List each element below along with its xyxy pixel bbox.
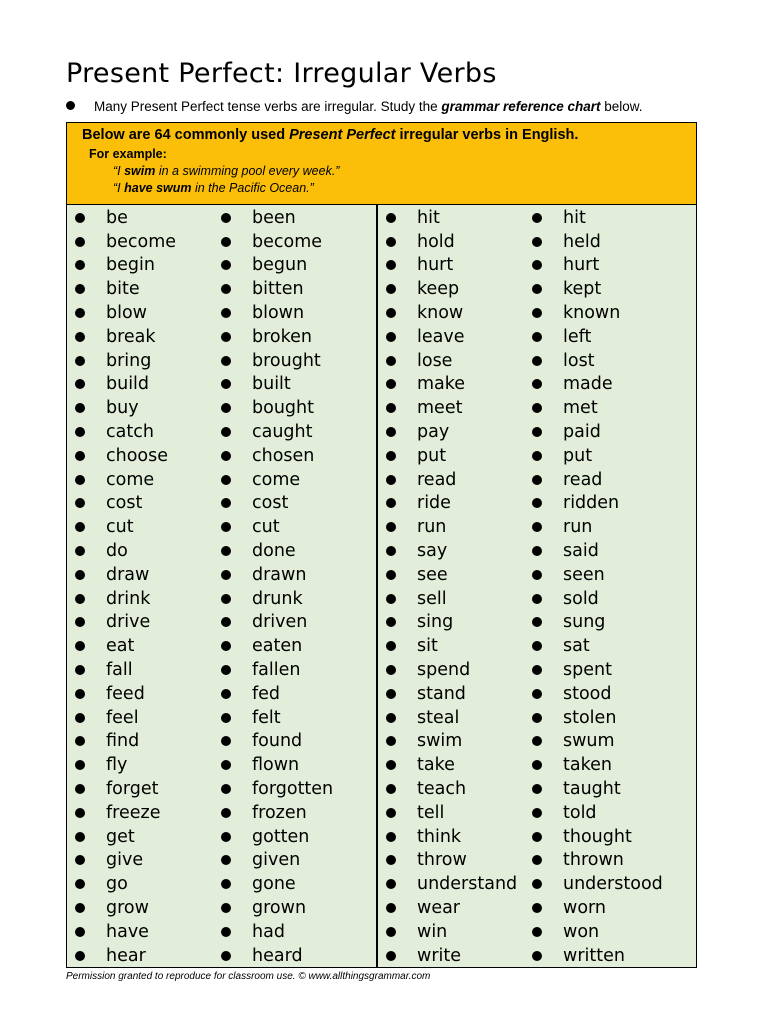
verb-list-item: read <box>386 468 517 492</box>
verb-list-item: found <box>221 730 333 754</box>
verb-list-item: pay <box>386 420 517 444</box>
verb-list-item: feed <box>75 682 176 706</box>
verb-list-item: sold <box>532 587 663 611</box>
for-example-label: For example: <box>89 147 167 161</box>
verb-list-item: drawn <box>221 563 333 587</box>
verb-list-item: catch <box>75 420 176 444</box>
verb-list-item: go <box>75 872 176 896</box>
column-divider <box>376 205 378 967</box>
verb-list-item: cut <box>75 515 176 539</box>
verb-chart <box>66 122 697 968</box>
verb-list-item: spent <box>532 658 663 682</box>
verb-list-item: get <box>75 825 176 849</box>
verb-list-item: blown <box>221 301 333 325</box>
verb-list-item: come <box>221 468 333 492</box>
verb-list-item: built <box>221 373 333 397</box>
verb-list-item: fed <box>221 682 333 706</box>
verb-list-item: cost <box>221 492 333 516</box>
verb-list-item: think <box>386 825 517 849</box>
intro-text-after: below. <box>600 99 643 114</box>
verb-list-item: put <box>532 444 663 468</box>
example-2-open: “I <box>113 181 125 195</box>
page-title: Present Perfect: Irregular Verbs <box>66 58 497 89</box>
verb-list-item: hurt <box>386 254 517 278</box>
verb-list-item: swim <box>386 730 517 754</box>
verb-list-item: hurt <box>532 254 663 278</box>
verb-list-item: bite <box>75 277 176 301</box>
verb-list-item: fall <box>75 658 176 682</box>
example-2-rest: in the Pacific Ocean.” <box>191 181 314 195</box>
verb-list-item: grown <box>221 896 333 920</box>
verb-list-item: feel <box>75 706 176 730</box>
verb-list-item: cost <box>75 492 176 516</box>
verb-list-item: heard <box>221 944 333 968</box>
verb-list-item: paid <box>532 420 663 444</box>
verb-list-item: seen <box>532 563 663 587</box>
verb-list-item: make <box>386 373 517 397</box>
verb-list-item: sit <box>386 634 517 658</box>
verb-list-item: gone <box>221 872 333 896</box>
verb-list-item: run <box>532 515 663 539</box>
verb-list-item: come <box>75 468 176 492</box>
example-sentence-2 <box>113 181 314 195</box>
verb-list-item: met <box>532 396 663 420</box>
verb-list-item: begun <box>221 254 333 278</box>
verb-list-item: lose <box>386 349 517 373</box>
verb-list-item: leave <box>386 325 517 349</box>
verb-list-item: frozen <box>221 801 333 825</box>
verb-list-item: read <box>532 468 663 492</box>
verb-list-item: made <box>532 373 663 397</box>
verb-list-item: sung <box>532 611 663 635</box>
verb-list-item: driven <box>221 611 333 635</box>
verb-list-item: stand <box>386 682 517 706</box>
verb-list-item: buy <box>75 396 176 420</box>
header-title-after: irregular verbs in English. <box>395 127 579 143</box>
verb-list-item: eaten <box>221 634 333 658</box>
base-verbs-right-column <box>386 206 517 968</box>
header-title-before: Below are 64 commonly used <box>82 127 290 143</box>
verb-list-item: be <box>75 206 176 230</box>
chart-header <box>67 123 696 205</box>
verb-list-item: thrown <box>532 849 663 873</box>
past-participles-right-column <box>532 206 663 968</box>
verb-list-item: drunk <box>221 587 333 611</box>
verb-list-item: steal <box>386 706 517 730</box>
verb-list-item: fallen <box>221 658 333 682</box>
verb-list-item: say <box>386 539 517 563</box>
verb-list-item: forgotten <box>221 777 333 801</box>
verb-list-item: ride <box>386 492 517 516</box>
verb-list-item: wear <box>386 896 517 920</box>
verb-list-item: kept <box>532 277 663 301</box>
verb-list-item: fly <box>75 753 176 777</box>
verb-list-item: do <box>75 539 176 563</box>
verb-list-item: done <box>221 539 333 563</box>
verb-list-item: cut <box>221 515 333 539</box>
verb-list-item: tell <box>386 801 517 825</box>
verb-list-item: break <box>75 325 176 349</box>
verb-list-item: worn <box>532 896 663 920</box>
verb-list-item: bought <box>221 396 333 420</box>
verb-list-item: swum <box>532 730 663 754</box>
verb-list-item: understood <box>532 872 663 896</box>
verb-list-item: bring <box>75 349 176 373</box>
verb-list-item: draw <box>75 563 176 587</box>
verb-list-item: freeze <box>75 801 176 825</box>
verb-list-item: begin <box>75 254 176 278</box>
verb-list-item: chosen <box>221 444 333 468</box>
example-1-open: “I <box>113 164 125 178</box>
verb-list-item: stolen <box>532 706 663 730</box>
verb-list-item: felt <box>221 706 333 730</box>
verb-list-item: given <box>221 849 333 873</box>
verb-list-item: know <box>386 301 517 325</box>
verb-list-item: take <box>386 753 517 777</box>
verb-list-item: build <box>75 373 176 397</box>
verb-list-item: sell <box>386 587 517 611</box>
example-1-verb: swim <box>124 164 156 178</box>
intro-text-before: Many Present Perfect tense verbs are irregular. Study the <box>94 99 442 114</box>
verb-list-item: throw <box>386 849 517 873</box>
verb-list-item: flown <box>221 753 333 777</box>
header-title <box>82 127 578 143</box>
verb-list-item: give <box>75 849 176 873</box>
verb-list-item: choose <box>75 444 176 468</box>
intro-line <box>66 99 643 114</box>
verb-list-item: grow <box>75 896 176 920</box>
verb-list-item: stood <box>532 682 663 706</box>
verb-list-item: sing <box>386 611 517 635</box>
verb-list-item: hold <box>386 230 517 254</box>
verb-list-item: held <box>532 230 663 254</box>
verb-list-item: put <box>386 444 517 468</box>
verb-list-item: eat <box>75 634 176 658</box>
verb-list-item: hit <box>386 206 517 230</box>
verb-list-item: have <box>75 920 176 944</box>
example-sentence-1 <box>113 164 339 178</box>
verb-list-item: said <box>532 539 663 563</box>
verb-list-item: taken <box>532 753 663 777</box>
verb-list-item: thought <box>532 825 663 849</box>
verb-list-item: forget <box>75 777 176 801</box>
verb-list-item: told <box>532 801 663 825</box>
example-1-rest: in a swimming pool every week.” <box>155 164 340 178</box>
verb-list-item: broken <box>221 325 333 349</box>
verb-list-item: write <box>386 944 517 968</box>
verb-list-item: become <box>221 230 333 254</box>
verb-list-item: been <box>221 206 333 230</box>
verb-list-item: understand <box>386 872 517 896</box>
verb-list-item: blow <box>75 301 176 325</box>
verb-list-item: drive <box>75 611 176 635</box>
verb-list-item: caught <box>221 420 333 444</box>
verb-list-item: drink <box>75 587 176 611</box>
verb-list-item: become <box>75 230 176 254</box>
verb-list-item: known <box>532 301 663 325</box>
verb-list-item: win <box>386 920 517 944</box>
past-participles-left-column <box>221 206 333 968</box>
bullet-icon <box>66 101 75 110</box>
verb-list-item: brought <box>221 349 333 373</box>
intro-emphasis: grammar reference chart <box>441 99 601 114</box>
verb-list-item: hit <box>532 206 663 230</box>
verb-list-item: ridden <box>532 492 663 516</box>
verb-list-item: see <box>386 563 517 587</box>
verb-list-item: run <box>386 515 517 539</box>
base-verbs-left-column <box>75 206 176 968</box>
verb-list-item: teach <box>386 777 517 801</box>
header-title-emphasis: Present Perfect <box>289 127 396 143</box>
verb-list-item: lost <box>532 349 663 373</box>
verb-list-item: find <box>75 730 176 754</box>
verb-list-item: keep <box>386 277 517 301</box>
verb-list-item: hear <box>75 944 176 968</box>
footer-permission: Permission granted to reproduce for classroom use. © www.allthingsgrammar.com <box>66 971 431 982</box>
verb-list-item: meet <box>386 396 517 420</box>
verb-list-item: left <box>532 325 663 349</box>
verb-list-item: had <box>221 920 333 944</box>
verb-list-item: gotten <box>221 825 333 849</box>
example-2-verb: have swum <box>124 181 192 195</box>
verb-list-item: sat <box>532 634 663 658</box>
verb-list-item: won <box>532 920 663 944</box>
verb-list-item: written <box>532 944 663 968</box>
verb-list-item: taught <box>532 777 663 801</box>
verb-list-item: spend <box>386 658 517 682</box>
verb-list-item: bitten <box>221 277 333 301</box>
